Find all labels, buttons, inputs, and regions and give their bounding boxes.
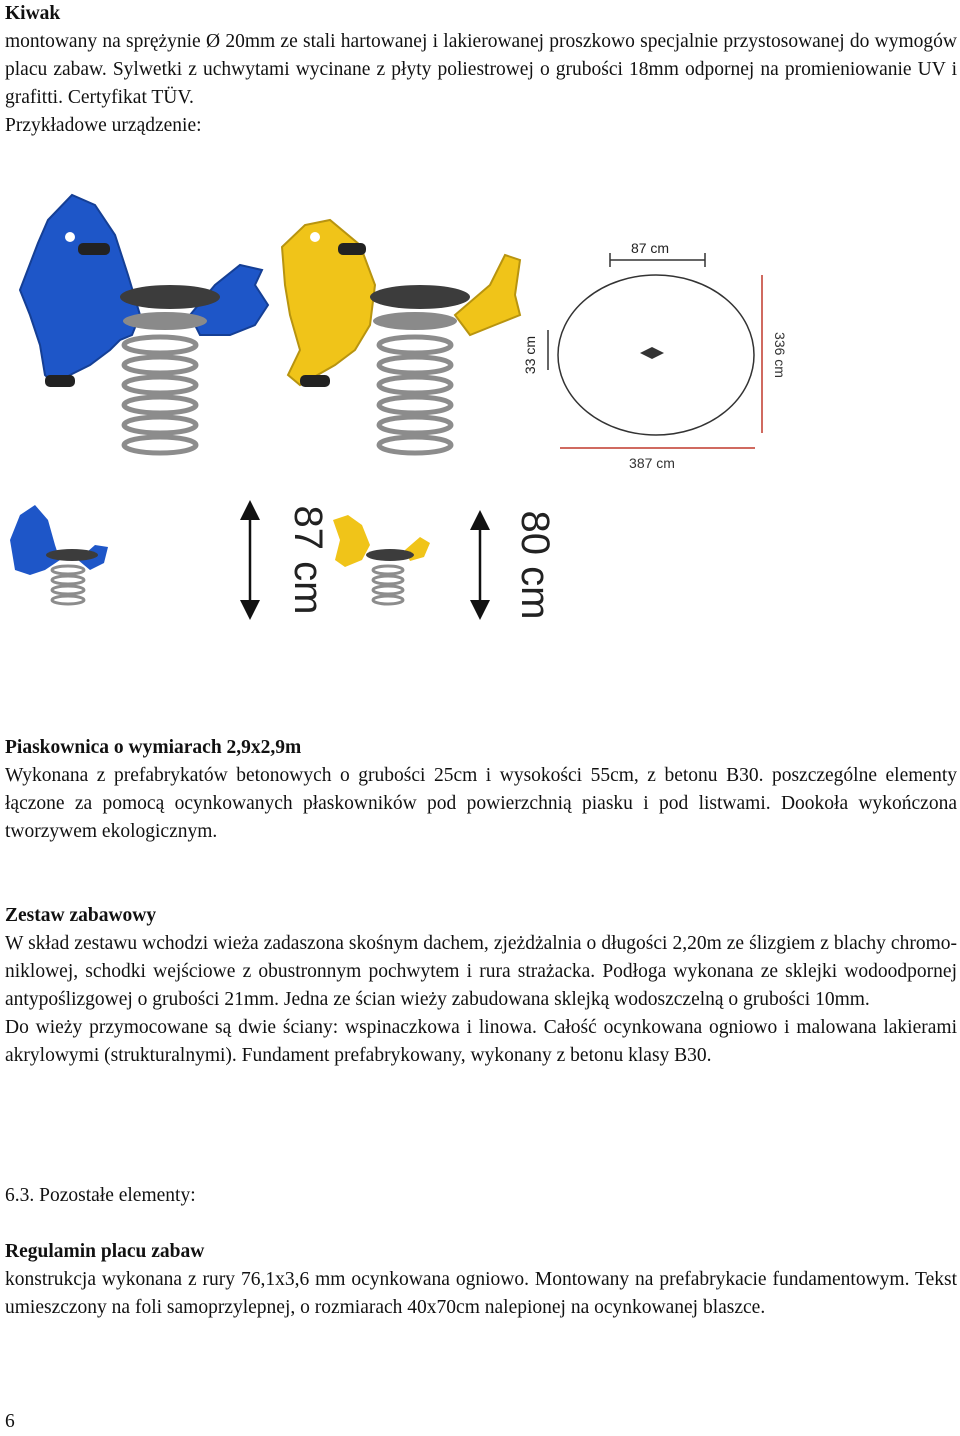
yellow-bird-rider-image [282,220,520,453]
horse-height-dimension [240,500,330,620]
section-piaskownica [5,734,957,846]
small-yellow-bird-image [333,515,430,604]
blue-horse-handle [78,243,110,255]
small-blue-horse-image [10,505,108,604]
yellow-bird-seat-base [373,312,457,330]
yellow-bird-seat [370,285,470,309]
dim-oval-height-label: 336 cm [772,332,788,378]
yellow-bird-spring [379,337,451,453]
piaskownica-description: Wykonana z prefabrykatów betonowych o grubości 25cm i wysokości 55cm, z betonu B30. poszczególne elementy łączone za pomocą ocynkowanych płaskowników pod powierzchnią piasku i pod listwami. Dookoła wykończona tworzywem ekologicznym. [5,765,957,842]
kiwak-title: Kiwak [5,3,61,24]
blue-horse-seat-base [123,312,207,330]
kiwak-description: montowany na sprężynie Ø 20mm ze stali hartowanej i lakierowanej proszkowo specjalnie przystosowanej do wymogów placu zabaw. Sylwetki z uchwytami wycinane z płyty poliestrowej o grubości 18mm odpornej na promieniowanie UV i grafitti. Certyfikat TÜV. [5,31,957,108]
regulamin-description: konstrukcja wykonana z rury 76,1x3,6 mm ocynkowana ogniowo. Montowany na prefabrykacie fundamentowym. Tekst umieszczony na foli samoprzylepnej, o rozmiarach 40x70cm nalepionej na ocynkowanej blaszce. [5,1269,957,1318]
blue-horse-seat [120,285,220,309]
zestaw-title: Zestaw zabawowy [5,905,157,926]
yellow-bird-footrest [300,375,330,387]
section-pozostale [5,1182,957,1210]
blue-horse-spring [124,337,196,453]
blue-horse-eye [65,232,75,242]
regulamin-title: Regulamin placu zabaw [5,1241,205,1262]
blue-horse-body [20,195,140,385]
bird-height-dimension [470,510,557,620]
section-regulamin [5,1238,957,1322]
dim-oval-width-label: 387 cm [629,455,675,471]
dim-width-top-label: 87 cm [630,240,670,256]
dim-bird-height-label: 80 cm [513,510,557,620]
zestaw-description-1: W skład zestawu wchodzi wieża zadaszona skośnym dachem, zjeżdżalnia o długości 2,20m ze ślizgiem z blachy chromo-niklowej, schodki wejściowe z obustronnym pochwytem i rura strażacka. Podłoga wykonana ze sklejki wodoodpornej antypoślizgowej o grubości 21mm. Jedna ze ścian wieży zabudowana sklejką wodoszczelną o grubości 10mm. [5,933,957,1010]
section-kiwak [5,0,957,140]
piaskownica-title: Piaskownica o wymiarach 2,9x2,9m [5,737,302,758]
section-zestaw [5,902,957,1070]
pozostale-heading: 6.3. Pozostałe elementy: [5,1185,196,1206]
dim-height-side-label: 33 cm [522,335,538,375]
dim-horse-height-label: 87 cm [286,505,330,615]
kiwak-example-label: Przykładowe urządzenie: [5,115,202,136]
blue-horse-footrest [45,375,75,387]
kiwak-product-figure [0,175,960,635]
page-number: 6 [5,1411,15,1432]
yellow-bird-handle [338,243,366,255]
safety-zone-diagram [522,240,788,471]
yellow-bird-eye [310,232,320,242]
zestaw-description-2: Do wieży przymocowane są dwie ściany: wspinaczkowa i linowa. Całość ocynkowana ogniowo i malowana lakierami akrylowymi (strukturalnymi). Fundament prefabrykowany, wykonany z betonu klasy B30. [5,1017,957,1066]
blue-horse-rider-image [20,195,268,453]
rider-top-view-icon [640,347,664,359]
